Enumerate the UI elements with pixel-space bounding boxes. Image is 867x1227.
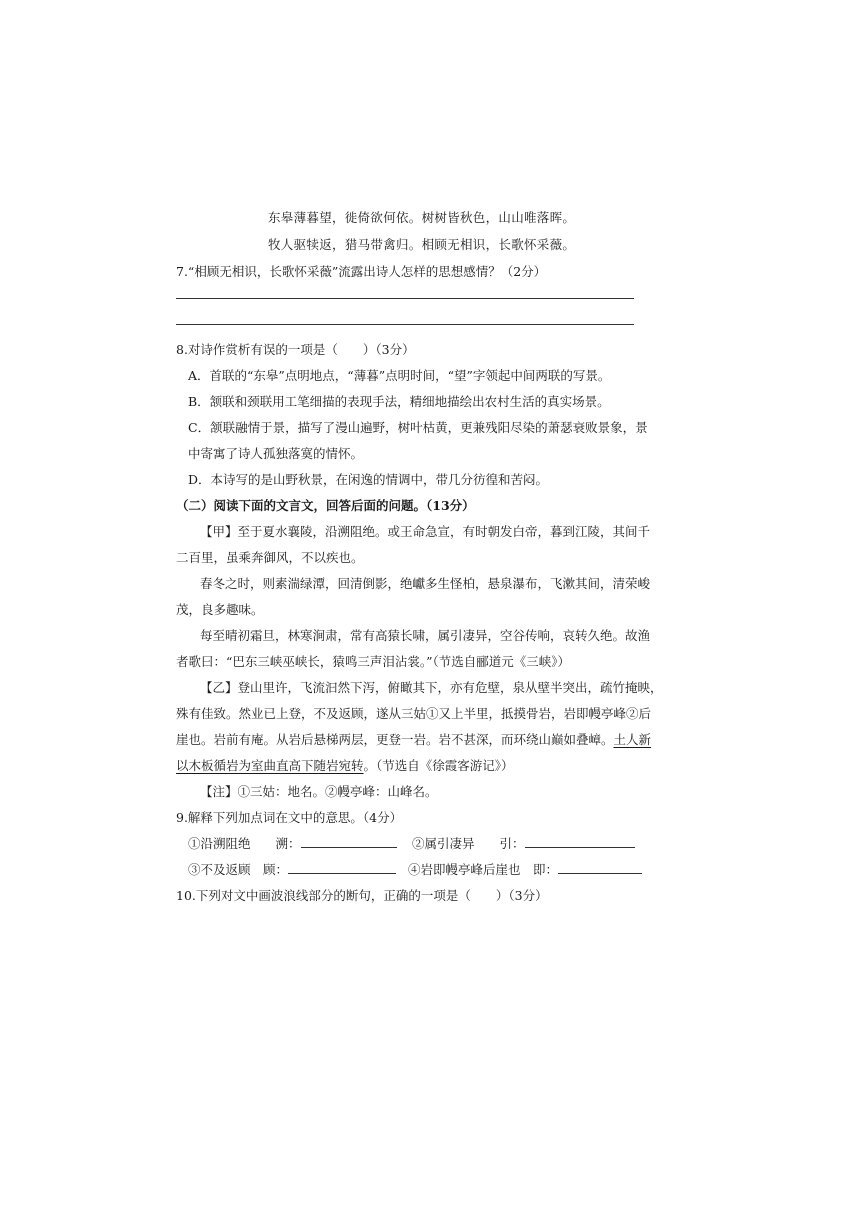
yi-line-4 <box>176 756 514 774</box>
yi-note: 【注】①三姑：地名。②幔亭峰：山峰名。 <box>200 784 438 799</box>
q9-item-2-label: ②属引凄异 引： <box>412 836 525 851</box>
yi-line-1: 【乙】登山里许，飞流汩然下泻，俯瞰其下，亦有危壁，泉从壁半突出，疏竹掩映， <box>200 680 663 695</box>
q9-blank-1[interactable] <box>301 835 397 848</box>
jia-p2-line-2: 茂，良多趣味。 <box>176 602 264 617</box>
wavy-underline-start: 土人新 <box>613 732 652 747</box>
poem-line-2: 牧人驱犊返，猎马带禽归。相顾无相识，长歌怀采薇。 <box>268 237 576 252</box>
answer-line-2[interactable] <box>176 324 634 325</box>
q9-blank-4[interactable] <box>558 861 642 874</box>
question-7: 7.“相顾无相识，长歌怀采薇”流露出诗人怎样的思想感情？（2分） <box>176 264 547 279</box>
yi-line-4-source: 。（节选自《徐霞客游记》） <box>363 758 514 773</box>
jia-p1-line-2: 二百里，虽乘奔御风，不以疾也。 <box>176 550 364 565</box>
q9-item-3-label: ③不及返顾 顾： <box>188 862 289 877</box>
option-b: B．颔联和颈联用工笔细描的表现手法，精细地描绘出农村生活的真实场景。 <box>188 394 610 409</box>
q9-blank-2[interactable] <box>525 835 635 848</box>
poem-line-1: 东皋薄暮望，徙倚欲何依。树树皆秋色，山山唯落晖。 <box>268 210 576 225</box>
answer-line-1[interactable] <box>176 298 634 299</box>
question-10: 10.下列对文中画波浪线部分的断句，正确的一项是（ ）（3分） <box>176 888 548 903</box>
question-8: 8.对诗作赏析有误的一项是（ ）（3分） <box>176 342 415 357</box>
q9-item-2 <box>412 834 635 852</box>
option-c-line-2: 中寄寓了诗人孤独落寞的情怀。 <box>188 446 364 461</box>
yi-line-3-text: 崖也。岩前有庵。从岩后悬梯两层，更登一岩。岩不甚深，而环绕山巅如叠嶂。 <box>176 732 614 747</box>
question-9: 9.解释下列加点词在文中的意思。（4分） <box>176 810 403 825</box>
q9-blank-3[interactable] <box>288 861 396 874</box>
yi-line-2: 殊有佳致。然业已上登，不及返顾，遂从三姑①又上半里，抵摸骨岩，岩即幔亭峰②后 <box>176 706 652 721</box>
q9-item-1-label: ①沿溯阻绝 溯： <box>188 836 301 851</box>
jia-p1-line-1: 【甲】至于夏水襄陵，沿溯阻绝。或王命急宣，有时朝发白帝，暮到江陵，其间千 <box>200 524 651 539</box>
jia-p2-line-1: 春冬之时，则素湍绿潭，回清倒影，绝巘多生怪柏，悬泉瀑布，飞漱其间，清荣峻 <box>200 576 651 591</box>
wavy-underline-end: 以木板循岩为室曲直高下随岩宛转 <box>176 758 364 773</box>
q9-item-1 <box>188 834 397 852</box>
q9-item-3 <box>188 860 396 878</box>
option-c-line-1: C．颔联融情于景，描写了漫山遍野，树叶枯黄，更兼残阳尽染的萧瑟衰败景象，景 <box>188 420 648 435</box>
section-2-heading: （二）阅读下面的文言文，回答后面的问题。（13分） <box>176 498 475 513</box>
option-a: A．首联的“东皋”点明地点，“薄暮”点明时间，“望”字领起中间两联的写景。 <box>188 368 611 383</box>
jia-p3-line-1: 每至晴初霜旦，林寒涧肃，常有高猿长啸，属引凄异，空谷传响，哀转久绝。故渔 <box>200 628 651 643</box>
q9-item-4-label: ④岩即幔亭峰后崖也 即： <box>408 862 559 877</box>
q9-item-4 <box>408 860 642 878</box>
jia-p3-line-2: 者歌曰：“巴东三峡巫峡长，猿鸣三声泪沾裳。”（节选自郦道元《三峡》） <box>176 654 571 669</box>
option-d: D．本诗写的是山野秋景，在闲逸的情调中，带几分彷徨和苦闷。 <box>188 472 549 487</box>
yi-line-3 <box>176 730 651 748</box>
